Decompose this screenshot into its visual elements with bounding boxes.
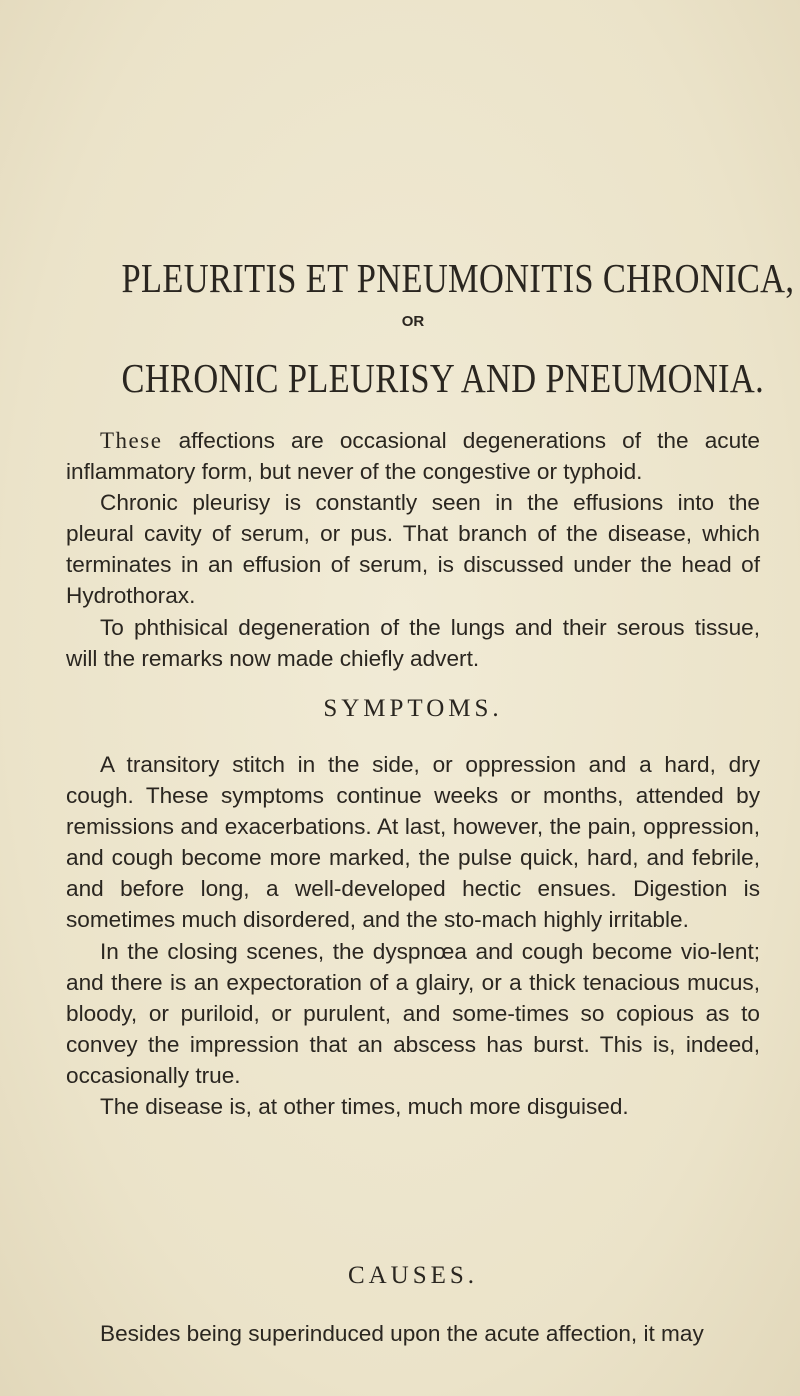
symptoms-paragraph-1: A transitory stitch in the side, or oppression and a hard, dry cough. These symptoms continue weeks or months, attended by remissions and exacerbations. At last, however, the pain, oppression, and cough become more marked, the pulse quick, hard, and febrile, and before long, a well-developed hectic ensues. Digestion is sometimes much disordered, and the sto-mach highly irritable. (66, 752, 760, 933)
intro-section (66, 425, 760, 674)
title-latin: PLEURITIS ET PNEUMONITIS CHRONICA, (121, 255, 795, 301)
symptoms-paragraph-2: In the closing scenes, the dyspnœa and cough become vio-lent; and there is an expectoration of a glairy, or a thick tenacious mucus, bloody, or puriloid, or purulent, and some-times so copious as to convey the impression that an abscess has burst. This is, indeed, occasionally true. (66, 938, 760, 1088)
intro-paragraph-1 (66, 425, 760, 487)
intro-lead-word: These (100, 428, 163, 453)
title-or: OR (401, 313, 425, 330)
causes-section (66, 1318, 760, 1349)
symptoms-section (66, 749, 760, 1122)
intro-paragraph-3: To phthisical degeneration of the lungs and their serous tissue, will the remarks now made chiefly advert. (66, 614, 760, 671)
intro-paragraph-2: Chronic pleurisy is constantly seen in the effusions into the pleural cavity of serum, or pus. That branch of the disease, which terminates in an effusion of serum, is discussed under the head of Hydrothorax. (66, 490, 760, 609)
symptoms-heading: SYMPTOMS. (323, 695, 503, 722)
causes-paragraph-1: Besides being superinduced upon the acute affection, it may (100, 1321, 704, 1346)
title-english: CHRONIC PLEURISY AND PNEUMONIA. (121, 355, 765, 401)
intro-p1-text: affections are occasional degenerations of the acute inflammatory form, but never of the congestive or typhoid. (66, 428, 760, 485)
causes-heading: CAUSES. (347, 1262, 479, 1289)
symptoms-paragraph-3: The disease is, at other times, much more disguised. (100, 1094, 629, 1120)
